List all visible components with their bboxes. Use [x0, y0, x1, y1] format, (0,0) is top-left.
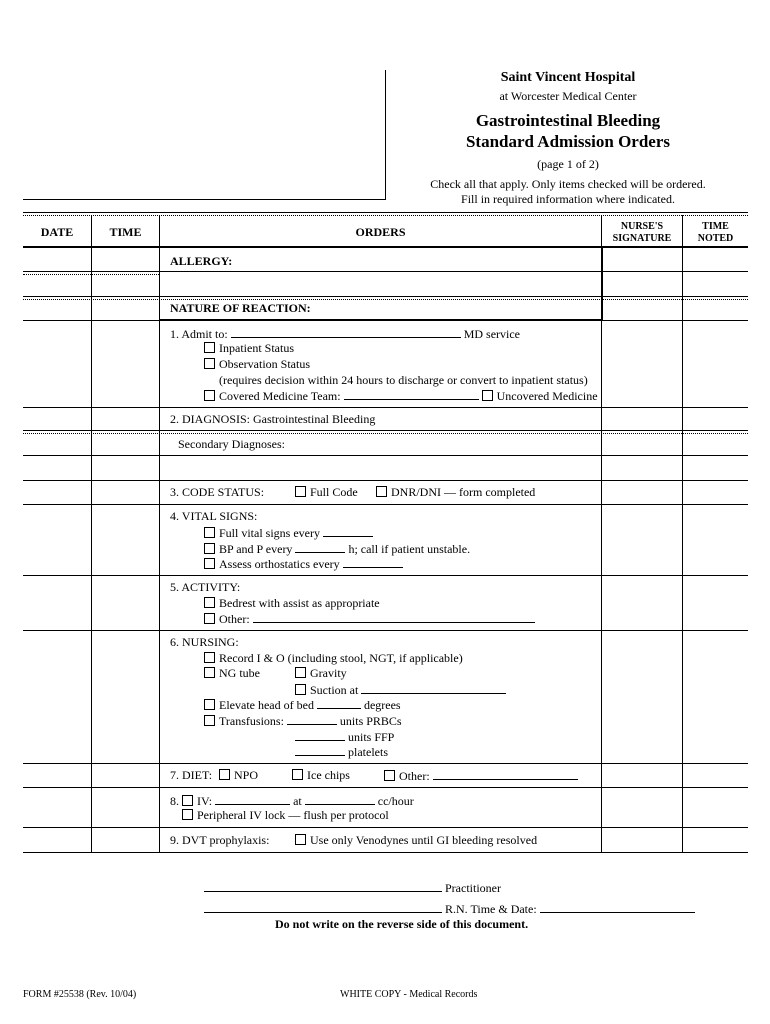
vitals-ortho: Assess orthostatics every: [204, 556, 403, 571]
ortho-blank[interactable]: [343, 556, 403, 568]
instruction-line2: Fill in required information where indicated.: [461, 192, 675, 206]
activity-bedrest: Bedrest with assist as appropriate: [204, 596, 380, 610]
row-rule-diet: [23, 787, 748, 788]
col-line-date: [91, 215, 92, 852]
col-line-nurse: [682, 215, 683, 852]
nursing-platelets: platelets: [295, 744, 388, 759]
col-header-nurse-1: NURSE'S: [620, 221, 664, 232]
practitioner-signature: Practitioner: [204, 880, 501, 895]
practitioner-blank[interactable]: [204, 880, 442, 892]
activity-other-checkbox[interactable]: [204, 613, 215, 624]
code-status-row: 3. CODE STATUS:: [170, 485, 265, 499]
reverse-warning: Do not write on the reverse side of this document.: [275, 917, 529, 931]
row-rule-allergy-dotted: [23, 274, 159, 275]
prbcs-blank[interactable]: [287, 713, 337, 725]
table-bottom-rule: [23, 852, 748, 853]
col-header-time: TIME: [109, 225, 142, 239]
diet-other-blank[interactable]: [433, 768, 578, 780]
dvt-label: 9. DVT prophylaxis:: [170, 833, 270, 847]
row-rule-iv: [23, 827, 748, 828]
form-number: FORM #25538 (Rev. 10/04): [23, 989, 137, 1000]
header-divider-vertical: [385, 70, 386, 200]
reaction-label: NATURE OF REACTION:: [170, 301, 311, 315]
iv-row: 8. IV: at cc/hour: [170, 794, 414, 808]
diet-label: 7. DIET:: [170, 768, 213, 782]
row-rule-activity: [23, 630, 748, 631]
admit-requires-note: (requires decision within 24 hours to discharge or convert to inpatient status): [219, 373, 588, 387]
activity-other: Other:: [204, 611, 535, 626]
venodynes-checkbox[interactable]: [295, 834, 306, 845]
npo-checkbox[interactable]: [219, 769, 230, 780]
suction-blank[interactable]: [361, 682, 506, 694]
full-vitals-checkbox[interactable]: [204, 527, 215, 538]
activity-other-blank[interactable]: [253, 611, 535, 623]
dnr-checkbox[interactable]: [376, 486, 387, 497]
col-header-timenoted-2: NOTED: [697, 233, 734, 244]
diet-ice: Ice chips: [292, 768, 350, 782]
bp-checkbox[interactable]: [204, 543, 215, 554]
admit-covered: Covered Medicine Team: Uncovered Medicine: [204, 388, 598, 403]
admit-label: 1. Admit to: MD service: [170, 327, 521, 341]
code-dnr: DNR/DNI — form completed: [376, 485, 535, 499]
suction-checkbox[interactable]: [295, 684, 306, 695]
iv-rate-blank[interactable]: [305, 793, 375, 805]
nursing-elevate: Elevate head of bed degrees: [204, 697, 401, 712]
ng-tube-checkbox[interactable]: [204, 667, 215, 678]
row-rule-reaction: [23, 320, 748, 321]
nursing-ffp: units FFP: [295, 729, 394, 744]
iv-checkbox[interactable]: [182, 795, 193, 806]
ffp-blank[interactable]: [295, 729, 345, 741]
row-rule-diagnosis-dotted: [23, 433, 748, 434]
admit-observation: Observation Status: [204, 357, 310, 371]
iv-fluid-blank[interactable]: [215, 793, 290, 805]
row-rule-vitals: [23, 575, 748, 576]
instruction-line1: Check all that apply. Only items checked will be ordered.: [430, 177, 706, 191]
iv-lock: Peripheral IV lock — flush per protocol: [182, 808, 389, 822]
bp-blank[interactable]: [295, 541, 345, 553]
diagnosis-label: 2. DIAGNOSIS: Gastrointestinal Bleeding: [170, 412, 376, 426]
diet-other: Other:: [384, 768, 578, 783]
elevate-blank[interactable]: [317, 697, 361, 709]
covered-checkbox[interactable]: [204, 390, 215, 401]
row-rule-allergy: [23, 271, 748, 272]
ice-chips-checkbox[interactable]: [292, 769, 303, 780]
rn-signature: R.N. Time & Date:: [204, 901, 695, 916]
row-rule-nursing: [23, 763, 748, 764]
hospital-name: Saint Vincent Hospital: [500, 70, 636, 85]
admit-inpatient: Inpatient Status: [204, 341, 294, 355]
uncovered-checkbox[interactable]: [482, 390, 493, 401]
full-code-checkbox[interactable]: [295, 486, 306, 497]
bedrest-checkbox[interactable]: [204, 597, 215, 608]
row-rule-code: [23, 504, 748, 505]
iv-lock-checkbox[interactable]: [182, 809, 193, 820]
row-rule-admit: [23, 407, 748, 408]
gravity-checkbox[interactable]: [295, 667, 306, 678]
row-rule-diagnosis: [23, 430, 748, 431]
form-title-line1: Gastrointestinal Bleeding: [475, 111, 661, 130]
vitals-bp: BP and P every h; call if patient unstable.: [204, 541, 470, 556]
row-rule-allergy-2: [23, 296, 748, 297]
hospital-location: at Worcester Medical Center: [499, 89, 637, 103]
vitals-label: 4. VITAL SIGNS:: [170, 509, 258, 523]
secondary-diagnoses-label: Secondary Diagnoses:: [178, 437, 285, 451]
nursing-gravity: Gravity: [295, 666, 347, 680]
col-header-nurse-2: SIGNATURE: [612, 233, 672, 244]
nursing-label: 6. NURSING:: [170, 635, 239, 649]
diet-other-checkbox[interactable]: [384, 770, 395, 781]
ortho-checkbox[interactable]: [204, 558, 215, 569]
vitals-full: Full vital signs every: [204, 525, 373, 540]
inpatient-checkbox[interactable]: [204, 342, 215, 353]
col-header-date: DATE: [40, 225, 74, 239]
platelets-blank[interactable]: [295, 744, 345, 756]
transfusions-checkbox[interactable]: [204, 715, 215, 726]
rn-time-date-blank[interactable]: [540, 901, 695, 913]
observation-checkbox[interactable]: [204, 358, 215, 369]
dvt-venodynes: Use only Venodynes until GI bleeding resolved: [295, 833, 537, 847]
rn-blank[interactable]: [204, 901, 442, 913]
header-divider-horizontal: [23, 199, 386, 200]
nursing-ng: NG tube: [204, 666, 260, 680]
col-header-timenoted-1: TIME: [702, 221, 729, 232]
form-title-line2: Standard Admission Orders: [465, 132, 671, 151]
diet-npo: NPO: [219, 768, 258, 782]
nursing-transfusions: Transfusions: units PRBCs: [204, 713, 402, 728]
copy-label: WHITE COPY - Medical Records: [340, 989, 478, 1000]
col-header-orders: ORDERS: [355, 225, 406, 239]
row-rule-secondary-2: [23, 480, 748, 481]
activity-label: 5. ACTIVITY:: [170, 580, 241, 594]
table-top-rule: [23, 212, 748, 213]
page-indicator: (page 1 of 2): [537, 157, 599, 171]
table-top-rule-dotted: [23, 215, 748, 216]
full-vitals-blank[interactable]: [323, 525, 373, 537]
code-full: Full Code: [295, 485, 358, 499]
nursing-suction: Suction at: [295, 682, 506, 697]
io-checkbox[interactable]: [204, 652, 215, 663]
covered-team-blank[interactable]: [344, 388, 479, 400]
elevate-checkbox[interactable]: [204, 699, 215, 710]
row-rule-allergy-2-dotted: [23, 299, 748, 300]
row-rule-secondary: [23, 455, 748, 456]
nursing-io: Record I & O (including stool, NGT, if applicable): [204, 651, 463, 665]
allergy-label: ALLERGY:: [170, 254, 233, 268]
admit-blank[interactable]: [231, 326, 461, 338]
